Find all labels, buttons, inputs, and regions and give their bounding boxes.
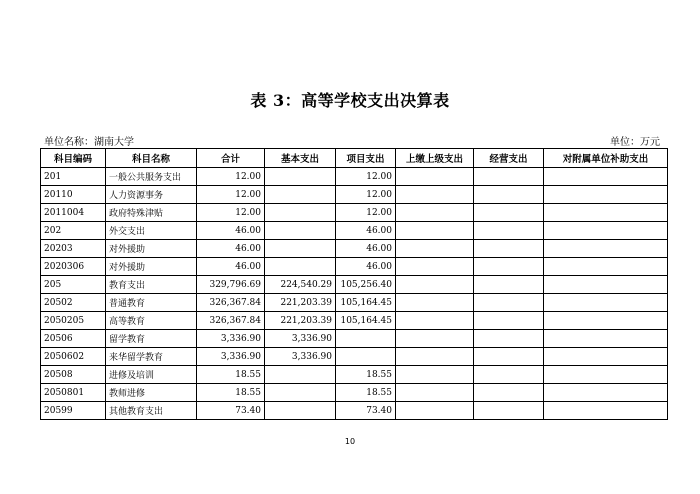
amount-cell <box>396 258 474 276</box>
subject-name-cell: 高等教育 <box>106 312 197 330</box>
table-header-row <box>41 149 668 168</box>
amount-cell: 3,336.90 <box>265 330 336 348</box>
amount-cell <box>396 312 474 330</box>
amount-cell <box>265 204 336 222</box>
amount-cell <box>265 384 336 402</box>
amount-cell: 3,336.90 <box>197 330 265 348</box>
amount-cell: 73.40 <box>336 402 396 420</box>
amount-cell <box>396 384 474 402</box>
amount-cell <box>544 276 668 294</box>
subject-name-cell: 进修及培训 <box>106 366 197 384</box>
amount-cell <box>265 186 336 204</box>
amount-cell <box>544 312 668 330</box>
amount-cell <box>474 222 544 240</box>
subject-name-cell: 教师进修 <box>106 384 197 402</box>
expenditure-table <box>40 148 668 420</box>
amount-cell <box>474 294 544 312</box>
amount-cell <box>474 204 544 222</box>
subject-code-cell: 2050205 <box>41 312 106 330</box>
column-header: 基本支出 <box>265 149 336 168</box>
amount-cell: 46.00 <box>197 240 265 258</box>
page-number: 10 <box>344 437 356 446</box>
amount-cell: 105,164.45 <box>336 312 396 330</box>
amount-cell: 221,203.39 <box>265 294 336 312</box>
subject-name-cell: 来华留学教育 <box>106 348 197 366</box>
table-row <box>41 258 668 276</box>
amount-cell <box>544 204 668 222</box>
amount-cell <box>396 276 474 294</box>
amount-cell: 12.00 <box>336 168 396 186</box>
amount-cell <box>265 402 336 420</box>
amount-cell <box>474 312 544 330</box>
subject-code-cell: 20203 <box>41 240 106 258</box>
amount-cell <box>265 240 336 258</box>
amount-cell <box>474 276 544 294</box>
amount-cell <box>396 240 474 258</box>
amount-cell <box>396 330 474 348</box>
amount-cell: 3,336.90 <box>197 348 265 366</box>
amount-cell: 46.00 <box>336 258 396 276</box>
amount-cell <box>396 348 474 366</box>
amount-cell: 329,796.69 <box>197 276 265 294</box>
subject-name-cell: 普通教育 <box>106 294 197 312</box>
amount-cell: 3,336.90 <box>265 348 336 366</box>
amount-cell: 73.40 <box>197 402 265 420</box>
amount-cell <box>544 384 668 402</box>
subject-code-cell: 201 <box>41 168 106 186</box>
column-header: 经营支出 <box>474 149 544 168</box>
column-header: 项目支出 <box>336 149 396 168</box>
amount-cell <box>265 366 336 384</box>
subject-code-cell: 2020306 <box>41 258 106 276</box>
amount-cell: 46.00 <box>197 222 265 240</box>
amount-cell: 105,164.45 <box>336 294 396 312</box>
amount-cell: 12.00 <box>197 186 265 204</box>
amount-cell <box>265 168 336 186</box>
table-row <box>41 240 668 258</box>
table-row <box>41 168 668 186</box>
amount-cell <box>396 402 474 420</box>
column-header: 科目名称 <box>106 149 197 168</box>
amount-cell <box>544 186 668 204</box>
amount-cell: 224,540.29 <box>265 276 336 294</box>
amount-cell: 326,367.84 <box>197 312 265 330</box>
amount-cell: 46.00 <box>336 222 396 240</box>
amount-cell: 18.55 <box>197 384 265 402</box>
column-header: 科目编码 <box>41 149 106 168</box>
table-row <box>41 384 668 402</box>
table-row <box>41 366 668 384</box>
table-row <box>41 348 668 366</box>
table-row <box>41 294 668 312</box>
amount-cell <box>396 366 474 384</box>
table-row <box>41 222 668 240</box>
amount-cell <box>544 222 668 240</box>
amount-cell: 46.00 <box>336 240 396 258</box>
amount-cell: 12.00 <box>197 204 265 222</box>
amount-cell <box>396 204 474 222</box>
page-title: 表 3：高等学校支出决算表 <box>250 91 450 110</box>
amount-cell: 46.00 <box>197 258 265 276</box>
amount-cell <box>544 330 668 348</box>
amount-cell: 18.55 <box>336 366 396 384</box>
amount-cell: 12.00 <box>336 204 396 222</box>
subject-name-cell: 留学教育 <box>106 330 197 348</box>
table-row <box>41 276 668 294</box>
subject-code-cell: 20599 <box>41 402 106 420</box>
amount-cell <box>474 240 544 258</box>
subject-code-cell: 2050602 <box>41 348 106 366</box>
amount-cell: 18.55 <box>197 366 265 384</box>
amount-cell <box>396 222 474 240</box>
amount-cell <box>544 366 668 384</box>
column-header: 对附属单位补助支出 <box>544 149 668 168</box>
subject-name-cell: 对外援助 <box>106 258 197 276</box>
table-row <box>41 186 668 204</box>
subject-code-cell: 2011004 <box>41 204 106 222</box>
amount-cell <box>396 294 474 312</box>
amount-cell <box>265 258 336 276</box>
amount-cell: 12.00 <box>336 186 396 204</box>
amount-cell <box>474 168 544 186</box>
amount-cell: 12.00 <box>197 168 265 186</box>
table-row <box>41 312 668 330</box>
amount-cell <box>474 384 544 402</box>
column-header: 上缴上级支出 <box>396 149 474 168</box>
amount-cell: 18.55 <box>336 384 396 402</box>
subject-code-cell: 205 <box>41 276 106 294</box>
unit-label: 单位：万元 <box>610 137 660 148</box>
table-body <box>41 168 668 420</box>
amount-cell <box>544 240 668 258</box>
amount-cell <box>396 186 474 204</box>
amount-cell <box>544 294 668 312</box>
subject-name-cell: 人力资源事务 <box>106 186 197 204</box>
amount-cell <box>474 348 544 366</box>
table-row <box>41 402 668 420</box>
amount-cell <box>474 186 544 204</box>
amount-cell <box>336 330 396 348</box>
unit-name-label: 单位名称：湖南大学 <box>44 137 134 148</box>
amount-cell <box>396 168 474 186</box>
subject-name-cell: 一般公共服务支出 <box>106 168 197 186</box>
amount-cell <box>336 348 396 366</box>
amount-cell <box>544 258 668 276</box>
subject-code-cell: 20508 <box>41 366 106 384</box>
subject-name-cell: 对外援助 <box>106 240 197 258</box>
subject-code-cell: 20110 <box>41 186 106 204</box>
amount-cell <box>474 330 544 348</box>
column-header: 合计 <box>197 149 265 168</box>
subject-code-cell: 20506 <box>41 330 106 348</box>
subject-code-cell: 20502 <box>41 294 106 312</box>
table-row <box>41 330 668 348</box>
amount-cell <box>474 258 544 276</box>
subject-code-cell: 2050801 <box>41 384 106 402</box>
subject-name-cell: 政府特殊津贴 <box>106 204 197 222</box>
amount-cell <box>474 366 544 384</box>
amount-cell <box>265 222 336 240</box>
amount-cell <box>544 402 668 420</box>
subject-code-cell: 202 <box>41 222 106 240</box>
subject-name-cell: 教育支出 <box>106 276 197 294</box>
amount-cell: 221,203.39 <box>265 312 336 330</box>
amount-cell: 105,256.40 <box>336 276 396 294</box>
subject-name-cell: 外交支出 <box>106 222 197 240</box>
amount-cell <box>474 402 544 420</box>
table-row <box>41 204 668 222</box>
subject-name-cell: 其他教育支出 <box>106 402 197 420</box>
amount-cell: 326,367.84 <box>197 294 265 312</box>
amount-cell <box>544 168 668 186</box>
amount-cell <box>544 348 668 366</box>
